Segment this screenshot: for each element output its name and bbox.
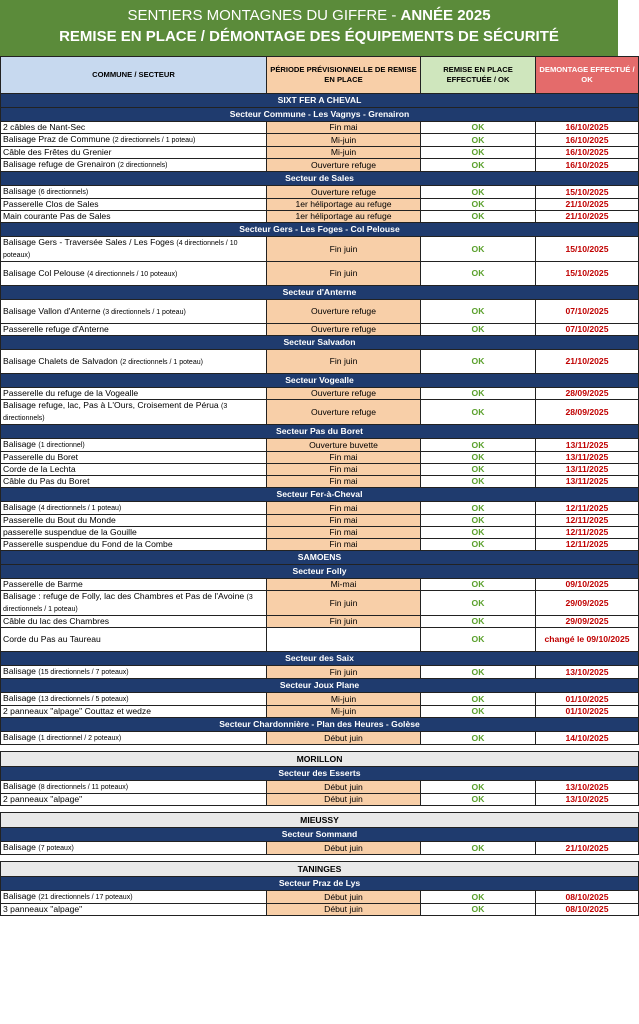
done-status: OK: [421, 706, 536, 718]
table-row: [1, 502, 639, 515]
sector-label: Secteur Chardonnière - Plan des Heures - Golèse: [1, 718, 639, 732]
done-status: OK: [421, 237, 536, 262]
period-cell: Ouverture buvette: [267, 439, 421, 452]
done-status: OK: [421, 502, 536, 515]
title-text: SENTIERS MONTAGNES DU GIFFRE -: [127, 7, 401, 24]
sector-row: [1, 828, 639, 842]
item-name: Balisage Praz de Commune: [3, 134, 110, 144]
removed-date: 16/10/2025: [536, 147, 639, 159]
item-cell: [1, 666, 267, 679]
table-row: [1, 732, 639, 745]
done-status: OK: [421, 300, 536, 324]
done-status: OK: [421, 891, 536, 904]
removed-date: 28/09/2025: [536, 388, 639, 400]
spacer-cell: [1, 745, 639, 752]
table-row: [1, 628, 639, 652]
done-status: OK: [421, 122, 536, 134]
item-cell: [1, 300, 267, 324]
item-name: Passerelle suspendue du Fond de la Combe: [3, 539, 173, 549]
commune-row: [1, 813, 639, 828]
item-note: (2 directionnels / 1 poteau): [120, 358, 203, 366]
done-status: OK: [421, 147, 536, 159]
item-name: Balisage refuge, lac, Pas à L'Ours, Croisement de Pérua: [3, 400, 219, 410]
removed-date: 13/11/2025: [536, 452, 639, 464]
done-status: OK: [421, 904, 536, 916]
item-cell: [1, 794, 267, 806]
done-status: OK: [421, 732, 536, 745]
commune-label: MIEUSSY: [1, 813, 639, 828]
item-note: (1 directionnel): [38, 442, 85, 449]
period-cell: Fin juin: [267, 616, 421, 628]
sector-label: Secteur Vogealle: [1, 374, 639, 388]
period-cell: Début juin: [267, 904, 421, 916]
period-cell: Fin mai: [267, 502, 421, 515]
period-cell: Mi-juin: [267, 706, 421, 718]
sector-label: Secteur des Esserts: [1, 767, 639, 781]
item-name: Balisage Col Pelouse: [3, 267, 85, 278]
commune-label: SIXT FER A CHEVAL: [1, 94, 639, 108]
item-cell: [1, 134, 267, 147]
item-note: (4 directionnels / 10 poteaux): [3, 240, 238, 259]
period-cell: [267, 628, 421, 652]
item-name: Câble des Frêtes du Grenier: [3, 147, 112, 157]
sector-row: [1, 718, 639, 732]
spacer-row: [1, 745, 639, 752]
table-row: [1, 122, 639, 134]
table-row: [1, 706, 639, 718]
item-cell: [1, 693, 267, 706]
item-name: passerelle suspendue de la Gouille: [3, 527, 137, 537]
removed-date: 13/11/2025: [536, 476, 639, 488]
title-line-1: [0, 6, 618, 26]
sector-label: Secteur Praz de Lys: [1, 877, 639, 891]
table-row: [1, 388, 639, 400]
removed-date: 16/10/2025: [536, 134, 639, 147]
document-title: [0, 0, 618, 56]
table-body: [1, 57, 639, 916]
period-cell: 1er héliportage au refuge: [267, 211, 421, 223]
header-done: REMISE EN PLACE EFFECTUÉE / OK: [421, 57, 536, 94]
spacer-row: [1, 806, 639, 813]
removed-date: 16/10/2025: [536, 122, 639, 134]
period-cell: Mi-juin: [267, 147, 421, 159]
done-status: OK: [421, 262, 536, 286]
item-note: (3 directionnels / 1 poteau): [3, 594, 253, 613]
sector-row: [1, 336, 639, 350]
item-cell: [1, 452, 267, 464]
removed-date: 08/10/2025: [536, 891, 639, 904]
item-name: Balisage: [3, 891, 36, 901]
item-note: (3 directionnels / 1 poteau): [102, 308, 186, 316]
removed-date: 14/10/2025: [536, 732, 639, 745]
done-status: OK: [421, 199, 536, 211]
item-cell: [1, 159, 267, 172]
period-cell: Fin juin: [267, 666, 421, 679]
done-status: OK: [421, 515, 536, 527]
removed-date: 16/10/2025: [536, 159, 639, 172]
item-cell: [1, 732, 267, 745]
period-cell: Fin juin: [267, 237, 421, 262]
item-name: Balisage: [3, 186, 36, 196]
sector-label: Secteur Joux Plane: [1, 679, 639, 693]
item-name: Balisage: [3, 781, 36, 791]
removed-date: 07/10/2025: [536, 324, 639, 336]
commune-label: MORILLON: [1, 752, 639, 767]
removed-date: 09/10/2025: [536, 579, 639, 591]
sector-row: [1, 877, 639, 891]
item-name: Balisage: [3, 842, 36, 852]
title-year: ANNÉE 2025: [400, 7, 491, 24]
period-cell: Fin mai: [267, 539, 421, 551]
removed-date: 13/11/2025: [536, 439, 639, 452]
removed-date: 15/10/2025: [536, 237, 639, 262]
done-status: OK: [421, 527, 536, 539]
commune-label: SAMOENS: [1, 551, 639, 565]
removed-date: 01/10/2025: [536, 706, 639, 718]
sector-label: Secteur Salvadon: [1, 336, 639, 350]
title-line-2: REMISE EN PLACE / DÉMONTAGE DES ÉQUIPEMENTS DE SÉCURITÉ: [59, 28, 559, 45]
sector-row: [1, 108, 639, 122]
table-row: [1, 842, 639, 855]
table-row: [1, 147, 639, 159]
period-cell: 1er héliportage au refuge: [267, 199, 421, 211]
sector-row: [1, 565, 639, 579]
commune-row: [1, 752, 639, 767]
removed-date: 07/10/2025: [536, 300, 639, 324]
item-name: Balisage: [3, 502, 36, 512]
commune-label: TANINGES: [1, 862, 639, 877]
item-note: (13 directionnels / 5 poteaux): [38, 696, 129, 703]
removed-date: 21/10/2025: [536, 350, 639, 374]
item-cell: [1, 464, 267, 476]
item-cell: [1, 476, 267, 488]
removed-date: 15/10/2025: [536, 262, 639, 286]
item-note: (7 poteaux): [38, 845, 74, 852]
item-name: Balisage: [3, 439, 36, 449]
period-cell: Ouverture refuge: [267, 324, 421, 336]
item-cell: [1, 211, 267, 223]
commune-row: [1, 862, 639, 877]
period-cell: Début juin: [267, 781, 421, 794]
period-cell: Fin mai: [267, 464, 421, 476]
done-status: OK: [421, 628, 536, 652]
done-status: OK: [421, 324, 536, 336]
done-status: OK: [421, 464, 536, 476]
period-cell: Mi-mai: [267, 579, 421, 591]
done-status: OK: [421, 476, 536, 488]
period-cell: Début juin: [267, 794, 421, 806]
period-cell: Fin juin: [267, 591, 421, 616]
removed-date: 12/11/2025: [536, 539, 639, 551]
period-cell: Fin juin: [267, 350, 421, 374]
item-name: Câble du lac des Chambres: [3, 616, 110, 626]
item-note: (3 directionnels): [3, 403, 228, 422]
removed-date: 12/11/2025: [536, 502, 639, 515]
item-name: Balisage Vallon d'Anterne: [3, 305, 101, 316]
table-row: [1, 579, 639, 591]
item-note: (8 directionnels / 11 poteaux): [38, 784, 129, 791]
removed-date: 21/10/2025: [536, 842, 639, 855]
item-name: Passerelle de Barme: [3, 579, 83, 589]
removed-date: 13/10/2025: [536, 666, 639, 679]
table-row: [1, 350, 639, 374]
period-cell: Fin mai: [267, 122, 421, 134]
done-status: OK: [421, 794, 536, 806]
period-cell: Fin mai: [267, 476, 421, 488]
item-name: Passerelle du Boret: [3, 452, 78, 462]
item-name: Balisage: [3, 693, 36, 703]
done-status: OK: [421, 350, 536, 374]
table-row: [1, 539, 639, 551]
table-row: [1, 781, 639, 794]
item-cell: [1, 591, 267, 616]
sector-label: Secteur Sommand: [1, 828, 639, 842]
removed-date: 21/10/2025: [536, 199, 639, 211]
done-status: OK: [421, 159, 536, 172]
header-commune: COMMUNE / SECTEUR: [1, 57, 267, 94]
done-status: OK: [421, 388, 536, 400]
sector-label: Secteur des Saix: [1, 652, 639, 666]
period-cell: Mi-juin: [267, 693, 421, 706]
table-row: [1, 464, 639, 476]
table-row: [1, 616, 639, 628]
period-cell: Fin mai: [267, 452, 421, 464]
period-cell: Mi-juin: [267, 134, 421, 147]
table-row: [1, 794, 639, 806]
table-row: [1, 591, 639, 616]
sector-row: [1, 652, 639, 666]
item-note: (15 directionnels / 7 poteaux): [38, 669, 129, 676]
table-row: [1, 904, 639, 916]
done-status: OK: [421, 186, 536, 199]
spacer-row: [1, 855, 639, 862]
item-cell: [1, 579, 267, 591]
done-status: OK: [421, 842, 536, 855]
item-cell: [1, 539, 267, 551]
item-note: (6 directionnels): [38, 189, 89, 196]
item-name: 2 panneaux "alpage" Couttaz et wedze: [3, 706, 152, 716]
removed-date: 29/09/2025: [536, 591, 639, 616]
sector-label: Secteur Folly: [1, 565, 639, 579]
done-status: OK: [421, 693, 536, 706]
item-cell: [1, 147, 267, 159]
table-row: [1, 452, 639, 464]
spacer-cell: [1, 855, 639, 862]
sector-label: Secteur Fer-à-Cheval: [1, 488, 639, 502]
removed-date: 29/09/2025: [536, 616, 639, 628]
item-note: (4 directionnels / 10 poteaux): [87, 270, 178, 278]
table-row: [1, 262, 639, 286]
equipment-table: [0, 56, 639, 916]
item-cell: [1, 527, 267, 539]
item-name: Câble du Pas du Boret: [3, 476, 90, 486]
removed-date: 13/11/2025: [536, 464, 639, 476]
table-row: [1, 439, 639, 452]
sector-label: Secteur de Sales: [1, 172, 639, 186]
done-status: OK: [421, 591, 536, 616]
spacer-cell: [1, 806, 639, 813]
period-cell: Ouverture refuge: [267, 300, 421, 324]
removed-date: 08/10/2025: [536, 904, 639, 916]
item-name: Balisage Gers - Traversée Sales / Les Foges: [3, 237, 174, 247]
item-name: Balisage: [3, 666, 36, 676]
table-row: [1, 324, 639, 336]
removed-date: 01/10/2025: [536, 693, 639, 706]
item-cell: [1, 388, 267, 400]
done-status: OK: [421, 579, 536, 591]
item-cell: [1, 324, 267, 336]
sector-row: [1, 223, 639, 237]
table-row: [1, 400, 639, 425]
item-name: Balisage : refuge de Folly, lac des Chambres et Pas de l'Avoine: [3, 591, 245, 601]
sector-row: [1, 286, 639, 300]
period-cell: Début juin: [267, 732, 421, 745]
item-cell: [1, 400, 267, 425]
item-cell: [1, 237, 267, 262]
item-cell: [1, 904, 267, 916]
commune-row: [1, 551, 639, 565]
done-status: OK: [421, 134, 536, 147]
period-cell: Ouverture refuge: [267, 400, 421, 425]
sector-row: [1, 488, 639, 502]
table-row: [1, 211, 639, 223]
table-header-row: [1, 57, 639, 94]
item-name: 3 panneaux "alpage": [3, 904, 83, 914]
done-status: OK: [421, 666, 536, 679]
table-row: [1, 237, 639, 262]
item-name: Passerelle du refuge de la Vogealle: [3, 388, 139, 398]
item-cell: [1, 781, 267, 794]
removed-date: 13/10/2025: [536, 794, 639, 806]
header-removed: DEMONTAGE EFFECTUÉ / OK: [536, 57, 639, 94]
sector-label: Secteur Commune - Les Vagnys - Grenairon: [1, 108, 639, 122]
table-row: [1, 300, 639, 324]
period-cell: Ouverture refuge: [267, 159, 421, 172]
item-cell: [1, 891, 267, 904]
period-cell: Début juin: [267, 842, 421, 855]
item-name: 2 câbles de Nant-Sec: [3, 122, 86, 132]
commune-row: [1, 94, 639, 108]
done-status: OK: [421, 452, 536, 464]
removed-date: 15/10/2025: [536, 186, 639, 199]
table-row: [1, 186, 639, 199]
item-cell: [1, 350, 267, 374]
sector-label: Secteur d'Anterne: [1, 286, 639, 300]
item-cell: [1, 706, 267, 718]
item-note: (4 directionnels / 1 poteau): [38, 505, 122, 512]
period-cell: Fin juin: [267, 262, 421, 286]
item-name: Balisage refuge de Grenairon: [3, 159, 116, 169]
sector-row: [1, 679, 639, 693]
item-note: (2 directionnels / 1 poteau): [112, 137, 196, 144]
item-cell: [1, 122, 267, 134]
item-cell: [1, 439, 267, 452]
item-cell: [1, 628, 267, 652]
period-cell: Ouverture refuge: [267, 186, 421, 199]
table-row: [1, 199, 639, 211]
table-row: [1, 476, 639, 488]
period-cell: Début juin: [267, 891, 421, 904]
table-row: [1, 515, 639, 527]
removed-date: 21/10/2025: [536, 211, 639, 223]
done-status: OK: [421, 539, 536, 551]
done-status: OK: [421, 400, 536, 425]
table-row: [1, 666, 639, 679]
item-name: Passerelle du Bout du Monde: [3, 515, 116, 525]
item-cell: [1, 616, 267, 628]
table-row: [1, 891, 639, 904]
item-name: Main courante Pas de Sales: [3, 211, 111, 221]
item-note: (21 directionnels / 17 poteaux): [38, 894, 133, 901]
item-name: Passerelle refuge d'Anterne: [3, 324, 109, 334]
item-cell: [1, 515, 267, 527]
item-name: 2 panneaux "alpage": [3, 794, 83, 804]
item-note: (1 directionnel / 2 poteaux): [38, 735, 122, 742]
removed-date: 28/09/2025: [536, 400, 639, 425]
item-name: Corde de la Lechta: [3, 464, 76, 474]
sector-row: [1, 374, 639, 388]
table-row: [1, 693, 639, 706]
item-cell: [1, 199, 267, 211]
removed-date: 12/11/2025: [536, 527, 639, 539]
header-period: PÉRIODE PRÉVISIONNELLE DE REMISE EN PLACE: [267, 57, 421, 94]
item-name: Balisage Chalets de Salvadon: [3, 355, 118, 366]
period-cell: Fin mai: [267, 527, 421, 539]
period-cell: Fin mai: [267, 515, 421, 527]
item-name: Passerelle Clos de Sales: [3, 199, 99, 209]
table-row: [1, 527, 639, 539]
sector-row: [1, 767, 639, 781]
item-note: (2 directionnels): [117, 162, 168, 169]
table-row: [1, 159, 639, 172]
item-cell: [1, 262, 267, 286]
table-row: [1, 134, 639, 147]
item-cell: [1, 502, 267, 515]
removed-date: 12/11/2025: [536, 515, 639, 527]
removed-date: 13/10/2025: [536, 781, 639, 794]
item-cell: [1, 186, 267, 199]
item-cell: [1, 842, 267, 855]
sector-row: [1, 425, 639, 439]
item-name: Corde du Pas au Taureau: [3, 634, 101, 644]
sector-label: Secteur Gers - Les Foges - Col Pelouse: [1, 223, 639, 237]
done-status: OK: [421, 781, 536, 794]
done-status: OK: [421, 439, 536, 452]
item-name: Balisage: [3, 732, 36, 742]
period-cell: Ouverture refuge: [267, 388, 421, 400]
sector-label: Secteur Pas du Boret: [1, 425, 639, 439]
sector-row: [1, 172, 639, 186]
done-status: OK: [421, 211, 536, 223]
done-status: OK: [421, 616, 536, 628]
removed-date: changé le 09/10/2025: [536, 628, 639, 652]
